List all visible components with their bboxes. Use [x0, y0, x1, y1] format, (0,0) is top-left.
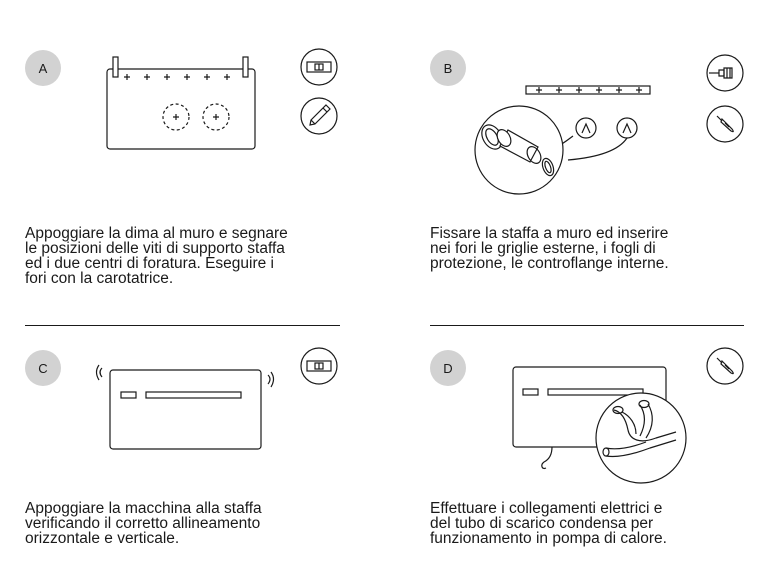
level-icon [299, 346, 339, 386]
step-a-text: Appoggiare la dima al muro e segnare le posizioni delle viti di supporto staffa ed i due centri di foratura. Eseguire i fori con la carotatrice. [25, 225, 288, 287]
step-b-text: Fissare la staffa a muro ed inserire nei fori le griglie esterne, i fogli di protezione, le controflange interne. [430, 225, 669, 272]
step-d-text: Effettuare i collegamenti elettrici e del tubo di scarico condensa per funzionamento in pompa di calore. [430, 500, 667, 547]
step-b-bracket-illustration [475, 86, 650, 194]
step-c-badge: C [25, 350, 61, 386]
step-c-text: Appoggiare la macchina alla staffa verificando il corretto allineamento orizzontale e verticale. [25, 500, 262, 547]
step-d-unit-illustration [513, 367, 686, 483]
drill-icon [705, 53, 745, 93]
step-a-template-illustration [107, 57, 255, 149]
pencil-icon [299, 96, 339, 136]
step-a-badge: A [25, 50, 61, 86]
screwdriver-icon [705, 104, 745, 144]
step-d-badge: D [430, 350, 466, 386]
level-icon [299, 47, 339, 87]
step-b-badge: B [430, 50, 466, 86]
step-c-unit-illustration [97, 365, 274, 449]
screwdriver-icon [705, 346, 745, 386]
